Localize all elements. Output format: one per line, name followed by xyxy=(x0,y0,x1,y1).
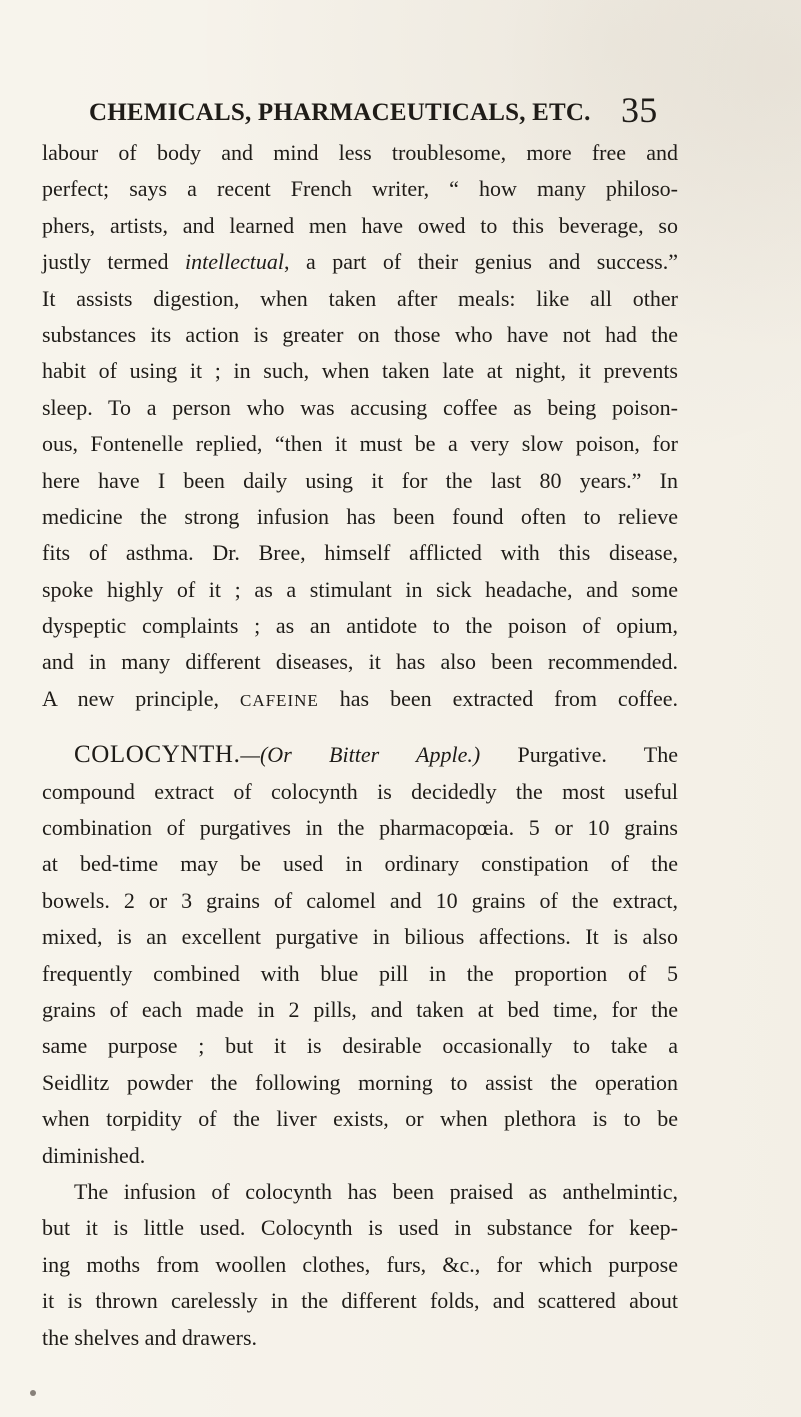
text-line: ous, Fontenelle replied, “then it must be a very slow poison, for xyxy=(42,431,678,457)
text-line: when torpidity of the liver exists, or when plethora is to be xyxy=(42,1106,678,1132)
paragraph-gap xyxy=(42,717,678,737)
text-fragment: A new principle, xyxy=(42,685,240,711)
coffee-paragraph xyxy=(42,135,678,717)
text-line: fits of asthma. Dr. Bree, himself afflicted with this disease, xyxy=(42,540,678,566)
small-caps-term: CAFEINE xyxy=(239,690,319,710)
text-fragment: , a part of their genius and success.” xyxy=(283,249,678,275)
entry-heading-line xyxy=(42,737,678,773)
text-fragment: has been extracted from coffee. xyxy=(318,685,678,711)
text-line: The infusion of colocynth has been praised as anthelmintic, xyxy=(74,1178,678,1204)
text-line: bowels. 2 or 3 grains of calomel and 10 grains of the extract, xyxy=(42,887,678,913)
running-title: CHEMICALS, PHARMACEUTICALS, ETC. xyxy=(89,99,591,126)
text-line: at bed-time may be used in ordinary constipation of the xyxy=(42,851,678,877)
body-text xyxy=(42,135,678,1356)
text-line: but it is little used. Colocynth is used in substance for keep- xyxy=(42,1215,678,1241)
text-line xyxy=(42,244,678,280)
text-line: mixed, is an excellent purgative in bilious affections. It is also xyxy=(42,924,678,950)
text-line: sleep. To a person who was accusing coffee as being poison- xyxy=(42,394,678,420)
text-line: compound extract of colocynth is decidedly the most useful xyxy=(42,778,678,804)
text-fragment: justly termed xyxy=(42,249,185,275)
text-line: grains of each made in 2 pills, and taken at bed time, for the xyxy=(42,996,678,1022)
text-line: It assists digestion, when taken after meals: like all other xyxy=(42,285,678,311)
text-line: spoke highly of it ; as a stimulant in sick headache, and some xyxy=(42,576,678,602)
text-line: here have I been daily using it for the last 80 years.” In xyxy=(42,467,678,493)
text-line: dyspeptic complaints ; as an antidote to the poison of opium, xyxy=(42,613,678,639)
text-line: Seidlitz powder the following morning to assist the operation xyxy=(42,1069,678,1095)
entry-title: COLOCYNTH. xyxy=(74,741,241,769)
text-line: combination of purgatives in the pharmacopœia. 5 or 10 grains xyxy=(42,815,678,841)
text-line: perfect; says a recent French writer, “ how many philoso- xyxy=(42,176,678,202)
running-head xyxy=(89,90,704,133)
text-line: medicine the strong infusion has been found often to relieve xyxy=(42,503,678,529)
text-line: substances its action is greater on those who have not had the xyxy=(42,321,678,347)
text-line: habit of using it ; in such, when taken late at night, it prevents xyxy=(42,358,678,384)
text-line: labour of body and mind less troublesome, more free and xyxy=(42,140,678,165)
page-number: 35 xyxy=(621,90,658,130)
text-line: phers, artists, and learned men have owed to this beverage, so xyxy=(42,212,678,238)
page-blemish xyxy=(30,1390,36,1396)
italic-term: intellectual xyxy=(184,249,284,275)
colocynth-paragraph xyxy=(42,737,678,1356)
text-line: diminished. xyxy=(42,1142,146,1168)
entry-alt-name: —(Or Bitter Apple.) xyxy=(240,742,481,768)
text-line: the shelves and drawers. xyxy=(42,1324,258,1350)
text-line: frequently combined with blue pill in the proportion of 5 xyxy=(42,960,678,986)
text-line: it is thrown carelessly in the different folds, and scattered about xyxy=(42,1288,678,1314)
text-line: same purpose ; but it is desirable occasionally to take a xyxy=(42,1033,678,1059)
text-line: ing moths from woollen clothes, furs, &c., for which purpose xyxy=(42,1251,678,1277)
text-fragment: Purgative. The xyxy=(480,742,678,768)
text-line xyxy=(42,681,678,717)
text-line: and in many different diseases, it has also been recommended. xyxy=(42,649,678,675)
